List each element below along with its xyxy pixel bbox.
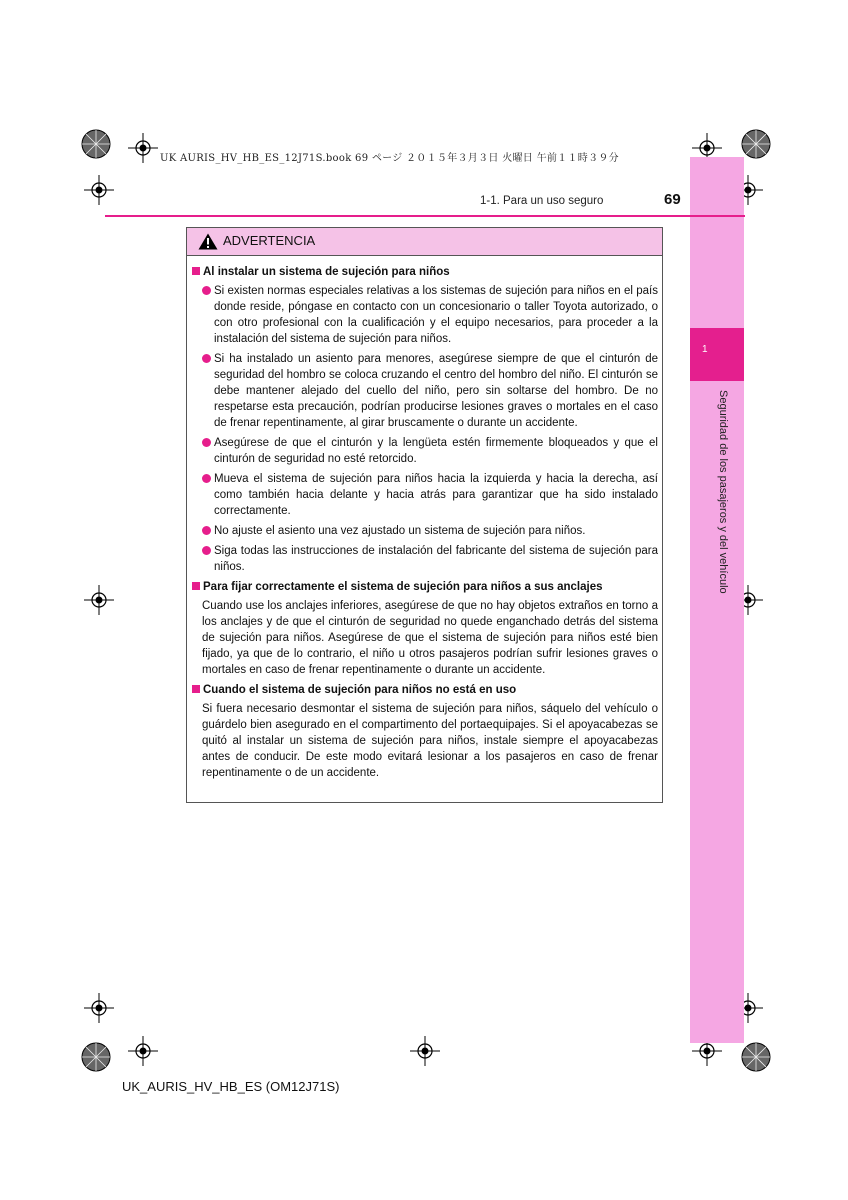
header-rule — [105, 215, 745, 217]
bullet-icon — [202, 526, 211, 535]
registration-rosette-icon — [740, 128, 772, 160]
section-heading: Al instalar un sistema de sujeción para niños — [192, 264, 658, 280]
list-item: Si existen normas especiales relativas a los sistemas de sujeción para niños en el país donde reside, póngase en contacto con un concesionario o taller Toyota autorizado, o con otro profesional con la cualificación y el equipo necesarios, para proceder a la instalación del sistema de sujeción para niños. — [192, 283, 658, 347]
list-item: Siga todas las instrucciones de instalación del fabricante del sistema de sujeción para niños. — [192, 543, 658, 575]
section-title: 1-1. Para un uso seguro — [480, 195, 604, 207]
print-info-line: UK AURIS_HV_HB_ES_12J71S.book 69 ページ ２０１５年３月３日 火曜日 午前１１時３９分 — [160, 153, 619, 164]
section-paragraph: Cuando use los anclajes inferiores, asegúrese de que no hay objetos extraños en torno a los anclajes y de que el cinturón de seguridad no quede enganchado detrás del sistema de sujeción para niños. Asegúrese de que el sistema de sujeción para niños esté bien fijado, ya que de lo contrario, el niño u otros pasajeros podrían sufrir lesiones graves o mortales en caso de frenar repentinamente o durante un accidente. — [202, 600, 658, 676]
registration-rosette-icon — [80, 128, 112, 160]
chapter-number: 1 — [702, 344, 708, 355]
bullet-icon — [202, 286, 211, 295]
warning-triangle-icon — [198, 233, 218, 250]
registration-rosette-icon — [80, 1041, 112, 1073]
bullet-icon — [202, 438, 211, 447]
page-number: 69 — [664, 191, 681, 208]
section-heading: Para fijar correctamente el sistema de sujeción para niños a sus anclajes — [192, 579, 658, 595]
bullet-icon — [202, 474, 211, 483]
registration-crosshair-icon — [410, 1036, 440, 1066]
registration-crosshair-icon — [84, 993, 114, 1023]
list-item: Asegúrese de que el cinturón y la lengüeta estén firmemente bloqueados y que el cinturón de seguridad no esté retorcido. — [192, 435, 658, 467]
list-item: Si ha instalado un asiento para menores, asegúrese siempre de que el cinturón de seguridad del hombro se coloca cruzando el centro del hombro del niño. El cinturón se debe mantener alejado del cuello del niño, pero sin soltarse del hombro. De no respetarse esta precaución, podrían producirse lesiones graves o mortales en el caso de frenar repentinamente, al girar bruscamente o durante un accidente. — [192, 351, 658, 431]
chapter-side-tab — [690, 157, 744, 1043]
bullet-icon — [202, 354, 211, 363]
chapter-number-box — [690, 328, 744, 381]
warning-title: ADVERTENCIA — [223, 233, 316, 248]
warning-box — [186, 227, 663, 803]
warning-header — [187, 228, 662, 256]
list-item: No ajuste el asiento una vez ajustado un sistema de sujeción para niños. — [192, 523, 658, 539]
registration-crosshair-icon — [128, 1036, 158, 1066]
registration-crosshair-icon — [84, 585, 114, 615]
registration-crosshair-icon — [84, 175, 114, 205]
registration-crosshair-icon — [128, 133, 158, 163]
chapter-title-vertical: Seguridad de los pasajeros y del vehículo — [717, 390, 729, 594]
section-paragraph: Si fuera necesario desmontar el sistema de sujeción para niños, sáquelo del vehículo o guárdelo bien asegurado en el compartimento del portaequipajes. Si el apoyacabezas se quitó al instalar un sistema de sujeción para niños, instale siempre el apoyacabezas antes de conducir. De este modo evitará lesionar a los pasajeros en caso de frenar repentinamente o de un accidente. — [202, 703, 658, 779]
warning-content — [192, 264, 658, 785]
section-heading: Cuando el sistema de sujeción para niños no está en uso — [192, 682, 658, 698]
bullet-icon — [202, 546, 211, 555]
list-item: Mueva el sistema de sujeción para niños hacia la izquierda y hacia la derecha, así como también hacia delante y hacia atrás para garantizar que ha sido instalado correctamente. — [192, 471, 658, 519]
registration-rosette-icon — [740, 1041, 772, 1073]
footer-model-code: UK_AURIS_HV_HB_ES (OM12J71S) — [122, 1079, 340, 1094]
